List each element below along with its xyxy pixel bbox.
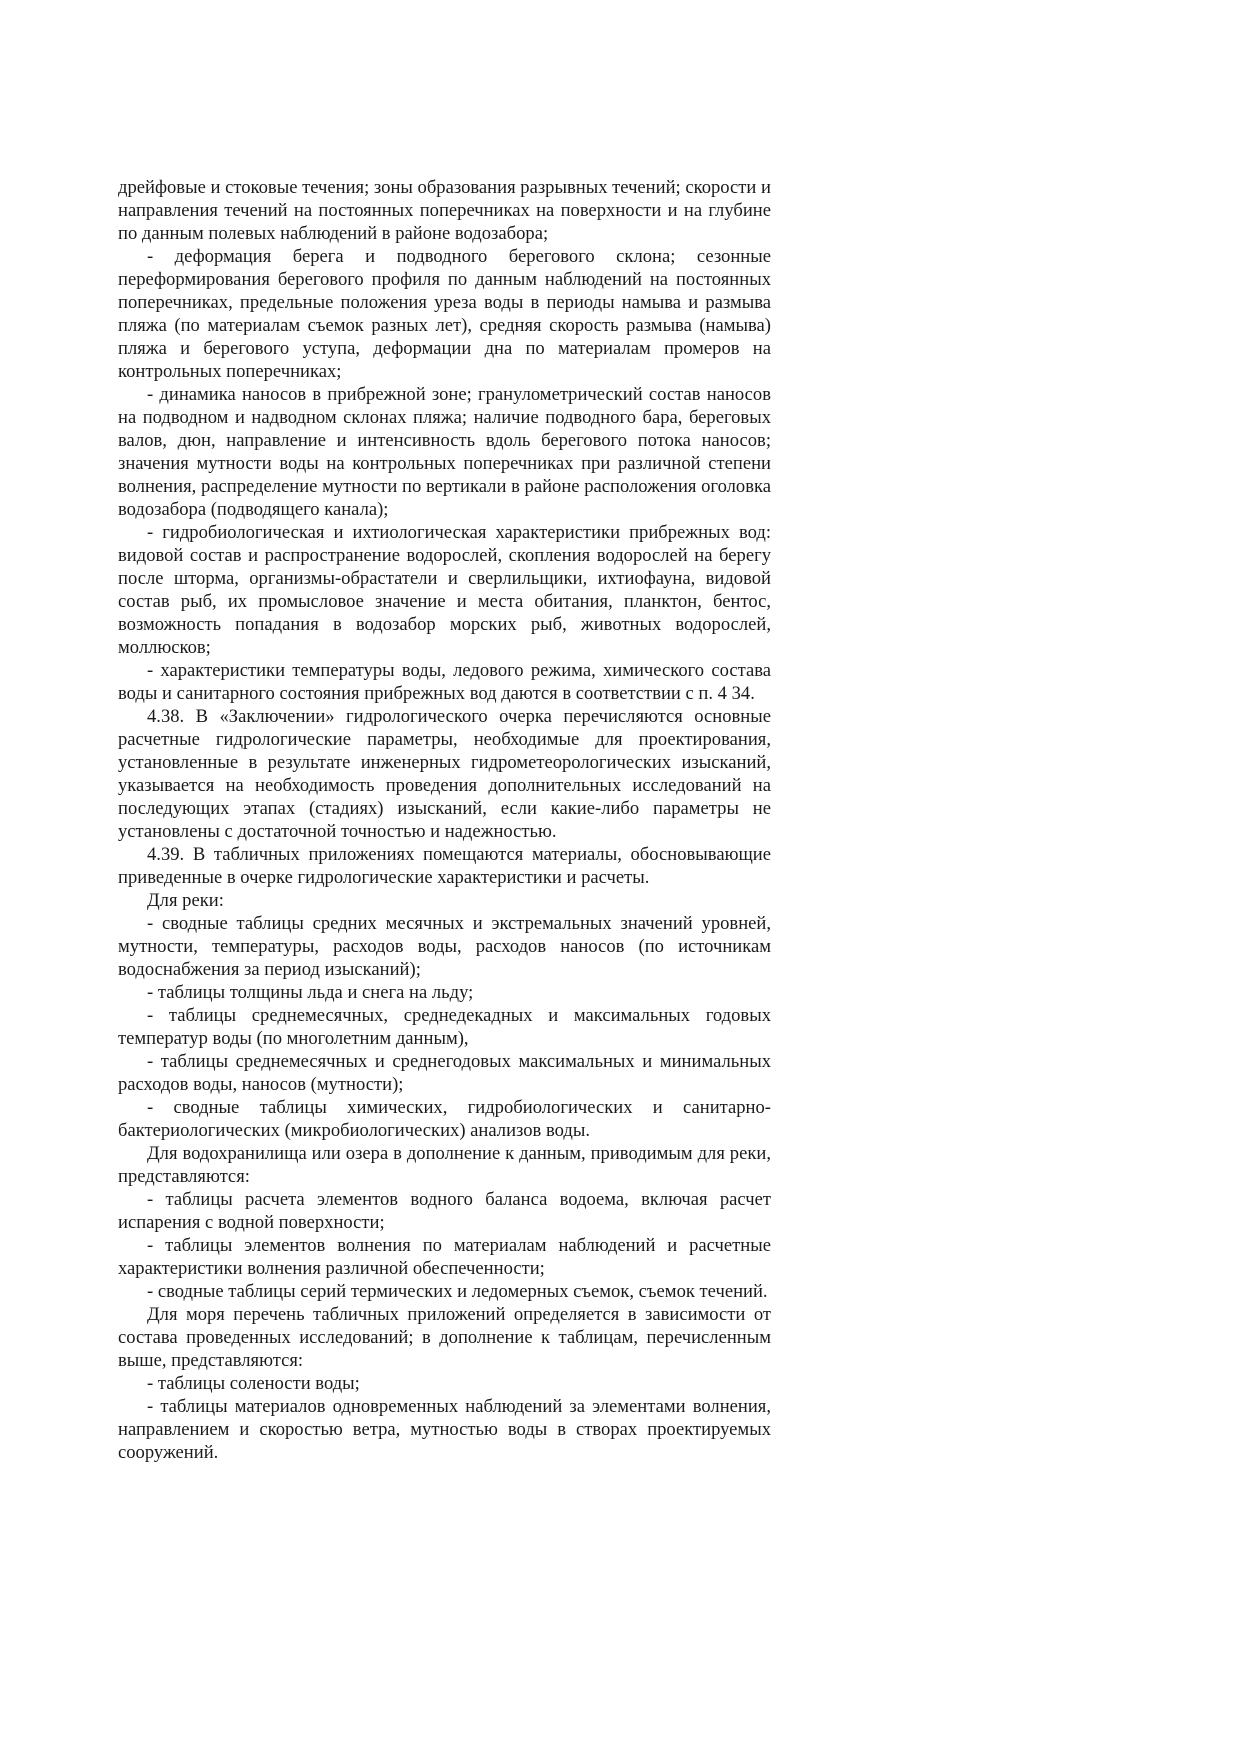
paragraph-hydrobiology: - гидробиологическая и ихтиологическая характеристики прибрежных вод: видовой состав и распространение водорослей, скопления водорослей на берегу после шторма, организмы-обрастатели и сверлильщики, ихтиофауна, видовой состав рыб, их промысловое значение и места обитания, планктон, бентос, возможность попадания в водозабор морских рыб, животных водорослей, моллюсков; [118, 522, 771, 658]
list-item-simultaneous-observations: - таблицы материалов одновременных наблюдений за элементами волнения, направлением и скоростью ветра, мутностью воды в створах проектируемых сооружений. [118, 1396, 771, 1463]
paragraph-shore-deformation: - деформация берега и подводного берегового склона; сезонные переформирования берегового профиля по данным наблюдений на постоянных поперечниках, предельные положения уреза воды в периоды намыва и размыва пляжа (по материалам съемок разных лет), средняя скорость размыва (намыва) пляжа и берегового уступа, деформации дна по материалам промеров на контрольных поперечниках; [118, 246, 771, 382]
paragraph-for-sea: Для моря перечень табличных приложений определяется в зависимости от состава проведенных исследований; в дополнение к таблицам, перечисленным выше, представляются: [118, 1304, 771, 1371]
list-item-summary-tables: - сводные таблицы средних месячных и экстремальных значений уровней, мутности, температуры, расходов воды, расходов наносов (по источникам водоснабжения за период изысканий); [118, 913, 771, 980]
list-item-water-balance: - таблицы расчета элементов водного баланса водоема, включая расчет испарения с водной поверхности; [118, 1189, 771, 1233]
list-item-water-discharges: - таблицы среднемесячных и среднегодовых максимальных и минимальных расходов воды, наносов (мутности); [118, 1051, 771, 1095]
paragraph-for-reservoir: Для водохранилища или озера в дополнение к данным, приводимым для реки, представляются: [118, 1143, 771, 1187]
list-item-salinity: - таблицы солености воды; [147, 1373, 360, 1394]
document-page [118, 176, 771, 1464]
list-item-ice-thickness: - таблицы толщины льда и снега на льду; [147, 982, 474, 1003]
list-item-water-temperatures: - таблицы среднемесячных, среднедекадных и максимальных годовых температур воды (по многолетним данным), [118, 1005, 771, 1049]
paragraph-section-4-39: 4.39. В табличных приложениях помещаются материалы, обосновывающие приведенные в очерке гидрологические характеристики и расчеты. [118, 844, 771, 888]
list-item-thermal-surveys: - сводные таблицы серий термических и ледомерных съемок, съемок течений. [147, 1281, 768, 1302]
paragraph-section-4-38: 4.38. В «Заключении» гидрологического очерка перечисляются основные расчетные гидрологические параметры, необходимые для проектирования, установленные в результате инженерных гидрометеорологических изысканий, указывается на необходимость проведения дополнительных исследований на последующих этапах (стадиях) изысканий, если какие-либо параметры не установлены с достаточной точностью и надежностью. [118, 706, 771, 842]
paragraph-sediment-dynamics: - динамика наносов в прибрежной зоне; гранулометрический состав наносов на подводном и надводном склонах пляжа; наличие подводного бара, береговых валов, дюн, направление и интенсивность вдоль берегового потока наносов; значения мутности воды на контрольных поперечниках при различной степени волнения, распределение мутности по вертикали в районе расположения оголовка водозабора (подводящего канала); [118, 384, 771, 520]
paragraph-for-river: Для реки: [147, 890, 224, 911]
list-item-wave-elements: - таблицы элементов волнения по материалам наблюдений и расчетные характеристики волнения различной обеспеченности; [118, 1235, 771, 1279]
paragraph-temperature-ice: - характеристики температуры воды, ледового режима, химического состава воды и санитарного состояния прибрежных вод даются в соответствии с п. 4 34. [118, 660, 771, 704]
paragraph-currents: дрейфовые и стоковые течения; зоны образования разрывных течений; скорости и направления течений на постоянных поперечниках на поверхности и на глубине по данным полевых наблюдений в районе водозабора; [118, 177, 771, 244]
list-item-chemical-analyses: - сводные таблицы химических, гидробиологических и санитарно-бактериологических (микробиологических) анализов воды. [118, 1097, 771, 1141]
